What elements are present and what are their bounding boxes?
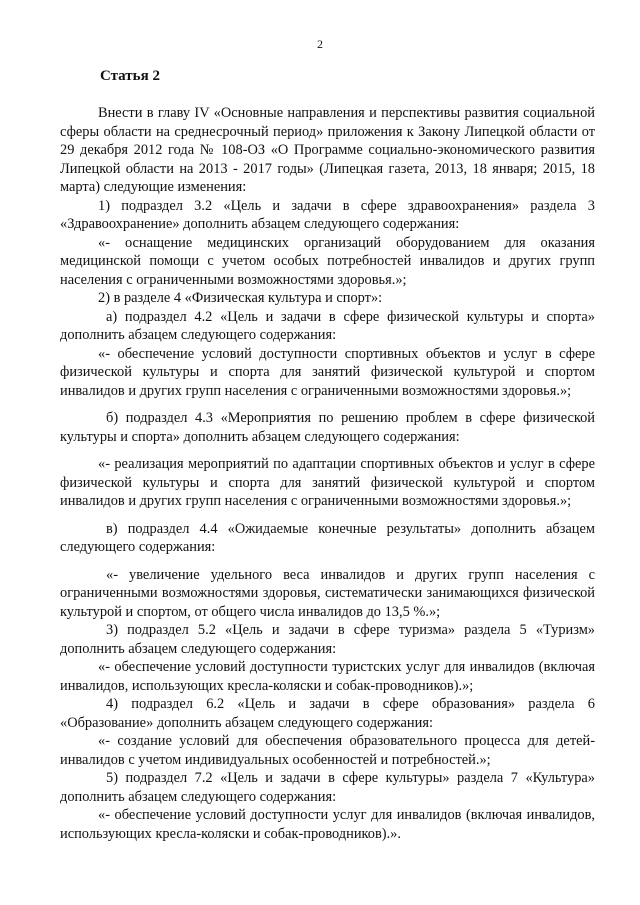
item-3-paragraph: 3) подраздел 5.2 «Цель и задачи в сфере туризма» раздела 5 «Туризм» дополнить абзацем следующего содержания:	[60, 622, 595, 657]
quoted-addition-paragraph: «- обеспечение условий доступности услуг для инвалидов (включая инвалидов, использующих кресла-коляски и собак-проводников).».	[60, 807, 595, 842]
item-5-paragraph: 5) подраздел 7.2 «Цель и задачи в сфере культуры» раздела 7 «Культура» дополнить абзацем следующего содержания:	[60, 770, 595, 805]
quoted-addition-paragraph: «- обеспечение условий доступности спортивных объектов и услуг в сфере физической культуры и спорта для занятий физической культурой и спортом инвалидов и других групп населения с ограниченными возможностями здоровья.»;	[60, 345, 595, 399]
subitem-b-paragraph: б) подраздел 4.3 «Мероприятия по решению проблем в сфере физической культуры и спорта» дополнить абзацем следующего содержания:	[60, 410, 595, 445]
article-heading: Статья 2	[100, 68, 160, 84]
quoted-addition-paragraph: «- создание условий для обеспечения образовательного процесса для детей-инвалидов с учетом индивидуальных особенностей и потребностей.»;	[60, 733, 595, 768]
quoted-addition-paragraph: «- обеспечение условий доступности туристских услуг для инвалидов (включая инвалидов, использующих кресла-коляски и собак-проводников).»;	[60, 659, 595, 694]
quoted-addition-paragraph: «- увеличение удельного веса инвалидов и других групп населения с ограниченными возможностями здоровья, систематически занимающихся физической культурой и спортом, от общего числа инвалидов до 13,5 %.»;	[60, 566, 595, 620]
document-body	[60, 104, 595, 843]
quoted-addition-paragraph: «- оснащение медицинских организаций оборудованием для оказания медицинской помощи с учетом особых потребностей инвалидов и других групп населения с ограниченными возможностями здоровья.»;	[60, 234, 595, 288]
item-1-paragraph: 1) подраздел 3.2 «Цель и задачи в сфере здравоохранения» раздела 3 «Здравоохранение» дополнить абзацем следующего содержания:	[60, 197, 595, 232]
subitem-a-paragraph: а) подраздел 4.2 «Цель и задачи в сфере физической культуры и спорта» дополнить абзацем следующего содержания:	[60, 308, 595, 343]
page-number: 2	[317, 37, 323, 51]
quoted-addition-paragraph: «- реализация мероприятий по адаптации спортивных объектов и услуг в сфере физической культуры и спорта для занятий физической культурой и спортом инвалидов и других групп населения с ограниченными возможностями здоровья.»;	[60, 456, 595, 509]
subitem-v-paragraph: в) подраздел 4.4 «Ожидаемые конечные результаты» дополнить абзацем следующего содержания:	[60, 520, 595, 555]
item-2-paragraph: 2) в разделе 4 «Физическая культура и спорт»:	[98, 290, 383, 306]
item-4-paragraph: 4) подраздел 6.2 «Цель и задачи в сфере образования» раздела 6 «Образование» дополнить абзацем следующего содержания:	[60, 696, 595, 731]
intro-paragraph: Внести в главу IV «Основные направления и перспективы развития социальной сферы области на среднесрочный период» приложения к Закону Липецкой области от 29 декабря 2012 года № 108-ОЗ «О Программе социально-экономического развития Липецкой области на 2013 - 2017 годы» (Липецкая газета, 2013, 18 января; 2015, 18 марта) следующие изменения:	[60, 105, 595, 195]
